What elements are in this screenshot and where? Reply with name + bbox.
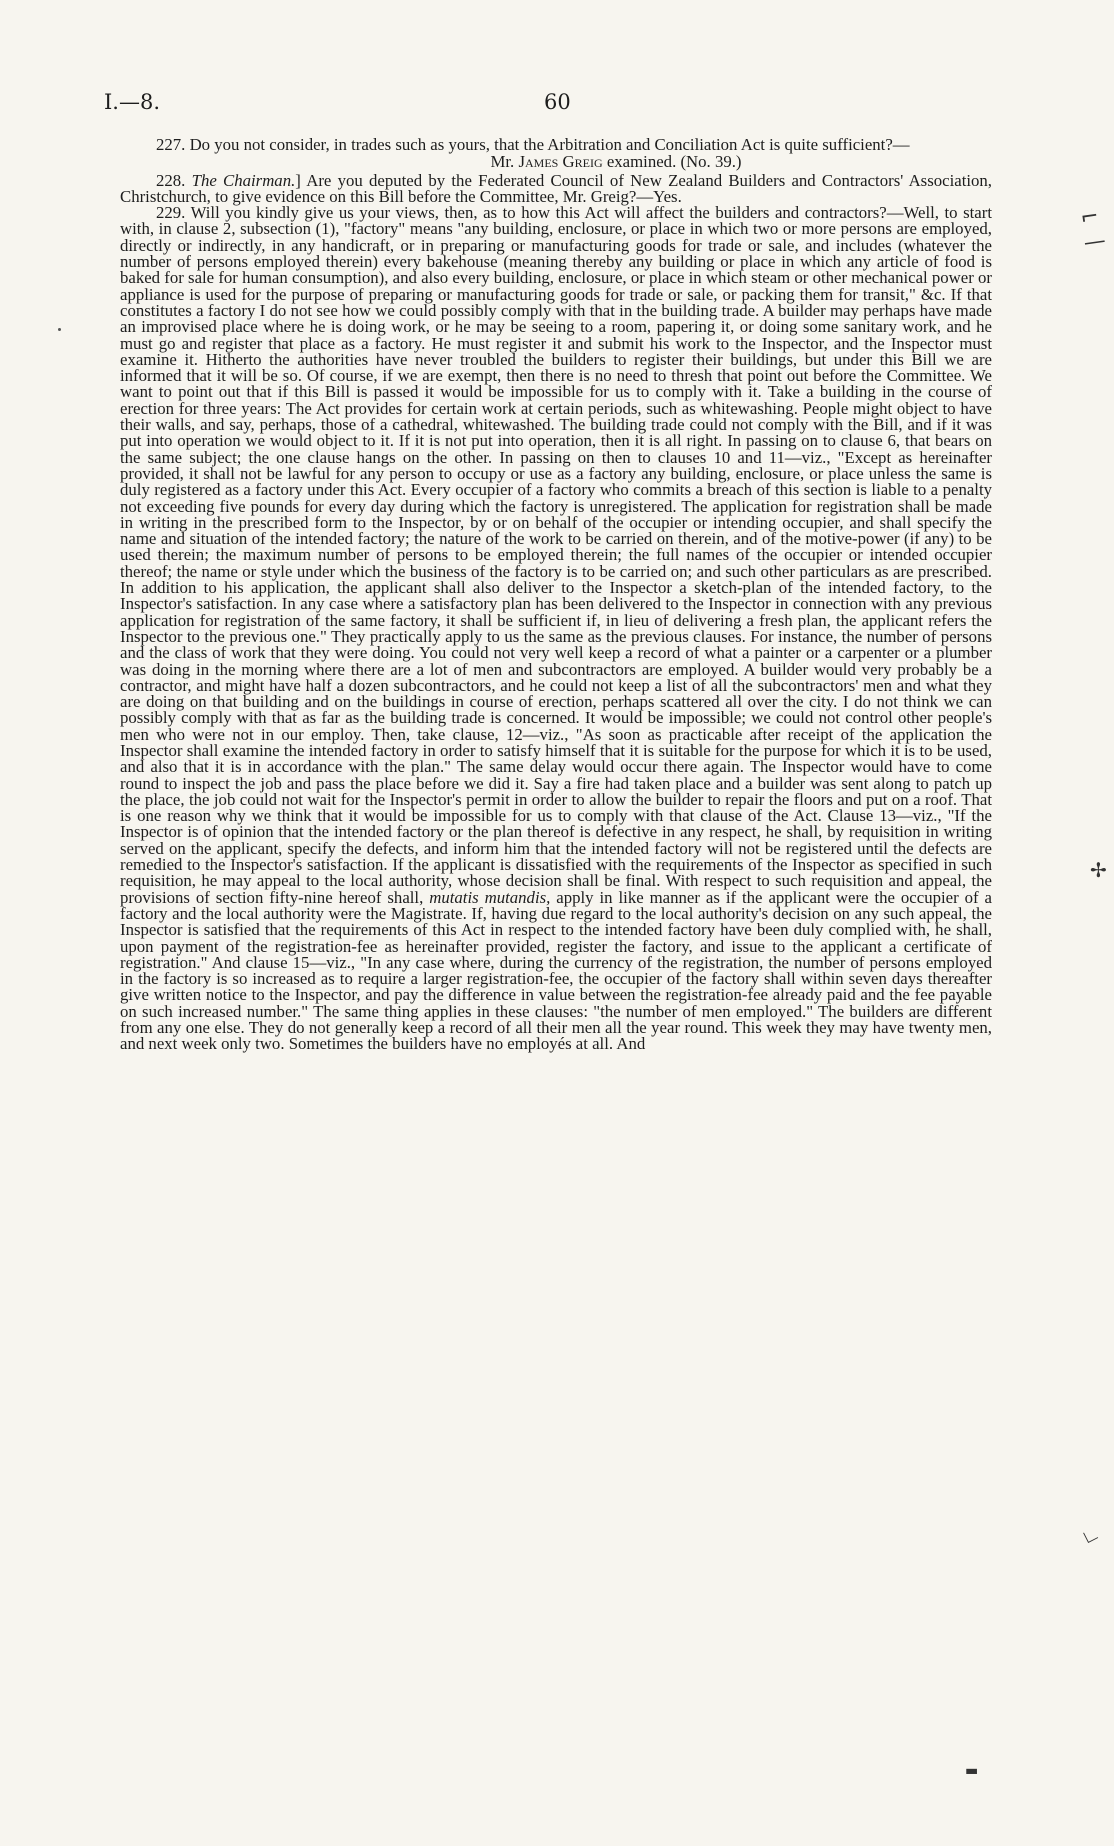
witness-suffix: examined. (No. 39.)	[602, 152, 742, 172]
page-number: 60	[544, 90, 571, 114]
margin-tick-mark-icon: ⌵	[1078, 1522, 1103, 1551]
margin-pencil-mark-icon: ⌐—	[1078, 203, 1108, 256]
evidence-body	[120, 137, 992, 1053]
parliamentary-paper-reference: I.—8.	[104, 90, 161, 114]
page-header	[104, 90, 984, 120]
question-228-number: 228.	[156, 170, 192, 190]
question-229-latin-phrase: mutatis mutandis,	[429, 887, 551, 907]
witness-name: James Greig	[518, 152, 603, 172]
margin-cross-mark-icon: ✢	[1090, 858, 1107, 882]
witness-prefix: Mr.	[490, 152, 519, 172]
bottom-ink-mark-icon: ▬	[965, 1763, 979, 1779]
question-227: 227. Do you not consider, in trades such as yours, that the Arbitration and Conciliation Act is quite sufficient?—	[156, 135, 910, 154]
question-228	[120, 170, 992, 206]
question-229-text-2: apply in like manner as if the applicant were the occupier of a factory and the local authority were the Magistrate. If, having due regard to the local authority's decision on any such appeal, the Inspector is satisfied that the requirements of this Act in respect to the intended factory have been duly complied with, he shall, upon payment of the registration-fee as hereinafter provided, register the factory, and issue to the applicant a certificate of registration." And clause 15—viz., "In any case where, during the currency of the registration, the number of persons employed in the factory is so increased as to require a larger registration-fee, the occupier of the factory shall within seven days thereafter give written notice to the Inspector, and pay the difference in value between the registration-fee already paid and the fee payable on such increased number." The same thing applies in these clauses: "the number of men employed." The builders are different from any one else. They do not generally keep a record of all their men all the year round. This week they may have twenty men, and next week only two. Sometimes the builders have no employés at all. And	[120, 887, 992, 1054]
margin-dot-icon	[58, 328, 61, 331]
witness-heading	[120, 154, 992, 170]
question-228-text: ] Are you deputed by the Federated Council of New Zealand Builders and Contractors' Association, Christchurch, to give evidence on this Bill before the Committee, Mr. Greig?—Yes.	[120, 170, 992, 206]
question-229-text-1: 229. Will you kindly give us your views, then, as to how this Act will affect the builders and contractors?—Well, to start with, in clause 2, subsection (1), "factory" means "any building, enclosure, or place in which two or more persons are employed, directly or indirectly, in any handicraft, or in preparing or manufacturing goods for trade or sale, and includes (whatever the number of persons employed therein) every bakehouse (meaning thereby any building or place in which any article of food is baked for sale for human consumption), and also every building, enclosure, or place in which steam or other mechanical power or appliance is used for the purpose of preparing or manufacturing goods for trade or sale, or packing them for transit," &c. If that constitutes a factory I do not see how we could possibly comply with that in the building trade. A builder may perhaps have made an improvised place where he is doing work, or he may be seeing to a room, papering it, or doing some sanitary work, and he must go and register that place as a factory. He must register it and submit his work to the Inspector, and the Inspector must examine it. Hitherto the authorities have never troubled the builders to register their buildings, but under this Bill we are informed that it will be so. Of course, if we are exempt, then there is no need to thresh that point out before the Committee. We want to point out that if this Bill is passed it would be impossible for us to comply with it. Take a building in the course of erection for three years: The Act provides for certain work at certain periods, such as whitewashing. People might object to have their walls, and say, perhaps, those of a cathedral, whitewashed. The building trade could not comply with the Bill, and if it was put into operation we would object to it. If it is not put into operation, then it is all right. In passing on to clause 6, that bears on the same subject; the one clause hangs on the other. In passing on then to clauses 10 and 11—viz., "Except as hereinafter provided, it shall not be lawful for any person to occupy or use as a factory any building, enclosure, or place unless the same is duly registered as a factory under this Act. Every occupier of a factory who commits a breach of this section is liable to a penalty not exceeding five pounds for every day during which the factory is unregistered. The application for registration shall be made in writing in the prescribed form to the Inspector, by or on behalf of the occupier or intending occupier, and shall specify the name and situation of the intended factory; the nature of the work to be carried on therein, and of the motive-power (if any) to be used therein; the maximum number of persons to be employed therein; the full names of the occupier or intended occupier thereof; the name or style under which the business of the factory is to be carried on; and such other particulars as are prescribed. In addition to his application, the applicant shall also deliver to the Inspector a sketch-plan of the intended factory, to the Inspector's satisfaction. In any case where a satisfactory plan has been delivered to the Inspector in connection with any previous application for registration of the same factory, it shall be sufficient if, in lieu of delivering a fresh plan, the applicant refers the Inspector to the previous one." They practically apply to us the same as the previous clauses. For instance, the number of persons and the class of work that they were doing. You could not very well keep a record of what a painter or a carpenter or a plumber was doing in the morning where there are a lot of men and subcontractors are employed. A builder would very probably be a contractor, and might have half a dozen subcontractors, and he could not keep a list of all the subcontractors' men and what they are doing on that building and on the buildings in course of erection, perhaps scattered all over the city. I do not think we can possibly comply with that as far as the building trade is concerned. It would be impossible; we could not control other people's men who were not in our employ. Then, take clause, 12—viz., "As soon as practicable after receipt of the application the Inspector shall examine the intended factory in order to satisfy himself that it is suitable for the purpose for which it is to be used, and also that it is in accordance with the plan." The same delay would occur there again. The Inspector would have to come round to inspect the job and pass the place before we did it. Say a fire had taken place and a builder was sent along to patch up the place, the job could not wait for the Inspector's permit in order to allow the builder to repair the floors and put on a roof. That is one reason why we think that it would be impossible for us to comply with that clause of the Act. Clause 13—viz., "If the Inspector is of opinion that the intended factory or the plan thereof is defective in any respect, he shall, by requisition in writing served on the applicant, specify the defects, and inform him that the intended factory will not be registered until the defects are remedied to the Inspector's satisfaction. If the applicant is dissatisfied with the requirements of the Inspector as specified in such requisition, he may appeal to the local authority, whose decision shall be final. With respect to such requisition and appeal, the provisions of section fifty-nine hereof shall,	[120, 203, 992, 907]
question-229	[120, 205, 992, 1052]
question-228-speaker: The Chairman.	[191, 170, 296, 190]
